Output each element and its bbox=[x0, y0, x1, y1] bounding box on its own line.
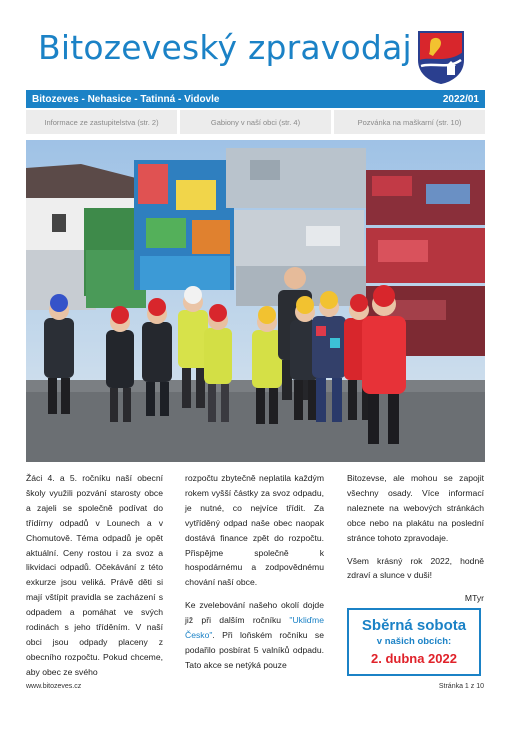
author-signature: MTyr bbox=[464, 593, 484, 604]
newsletter-title: Bitozeveský zpravodaj bbox=[38, 28, 412, 67]
article-paragraph: Žáci 4. a 5. ročníku naší obecní školy využili pozvání starosty obce a zajeli se společně podívat do třídírny odpadů v Lounech a v Chomutově. Téma odpadů je opět aktuální. Ceny rostou i za svoz a likvidaci odpadů. Očekávání z této exkurze jsou veliká. Právě děti si mají vštípit pravidla se zacházení s odpadem a pomáhat ve svých rodinách s jeho tříděním. V naší obci jsou odpady placeny z obecního rozpočtu. Pokud chceme, aby obec ze svého bbox=[26, 473, 163, 677]
text-run: . Při loňském ročníku se podařilo posbírat 5 valníků odpadu. Tato akce se netýká pouze bbox=[185, 630, 324, 670]
text-run: Ke zvelebování našeho okolí dojde již při dalším ročníku bbox=[185, 600, 324, 626]
teaser-masquerade[interactable]: Pozvánka na maškarní (str. 10) bbox=[334, 110, 485, 134]
footer-page-number: Stránka 1 z 10 bbox=[438, 683, 484, 690]
teaser-council[interactable]: Informace ze zastupitelstva (str. 2) bbox=[26, 110, 177, 134]
article-paragraph: Všem krásný rok 2022, hodně zdraví a slunce v duši! bbox=[347, 555, 484, 581]
school-trip-photo bbox=[26, 140, 485, 462]
collection-saturday-notice bbox=[347, 608, 481, 676]
footer-website[interactable]: www.bitozeves.cz bbox=[26, 683, 82, 690]
article-column-3 bbox=[347, 471, 484, 614]
masthead-band bbox=[26, 90, 485, 108]
article-paragraph: Bitozevse, ale mohou se zapojit všechny osady. Více informací naleznete na webových stránkách obce nebo na plakátu na poslední stránce tohoto zpravodaje. bbox=[347, 473, 484, 543]
coat-of-arms-icon bbox=[417, 30, 465, 84]
article-paragraph bbox=[185, 598, 324, 673]
teaser-gabions[interactable]: Gabiony v naší obci (str. 4) bbox=[180, 110, 331, 134]
villages-label: Bitozeves - Nehasice - Tatinná - Vidovle bbox=[32, 93, 220, 105]
contents-teasers bbox=[26, 110, 485, 134]
uklidme-cesko-link[interactable]: "Ukliďme Česko" bbox=[185, 615, 324, 641]
article-column-1 bbox=[26, 471, 163, 688]
notice-date: 2. dubna 2022 bbox=[371, 651, 457, 666]
article-column-2 bbox=[185, 471, 324, 681]
article-paragraph: rozpočtu zbytečně neplatila každým rokem vyšší částky za svoz odpadu, je nutné, co nejvíce třídit. Za vytříděný odpad naše obec naopak dostává finance zpět do rozpočtu. Přispějme společně k hospodárnému a zodpovědnému chování naší obce. bbox=[185, 473, 324, 588]
issue-number: 2022/01 bbox=[442, 93, 479, 105]
notice-heading: Sběrná sobota bbox=[361, 617, 467, 634]
notice-subheading: v našich obcích: bbox=[376, 636, 452, 647]
